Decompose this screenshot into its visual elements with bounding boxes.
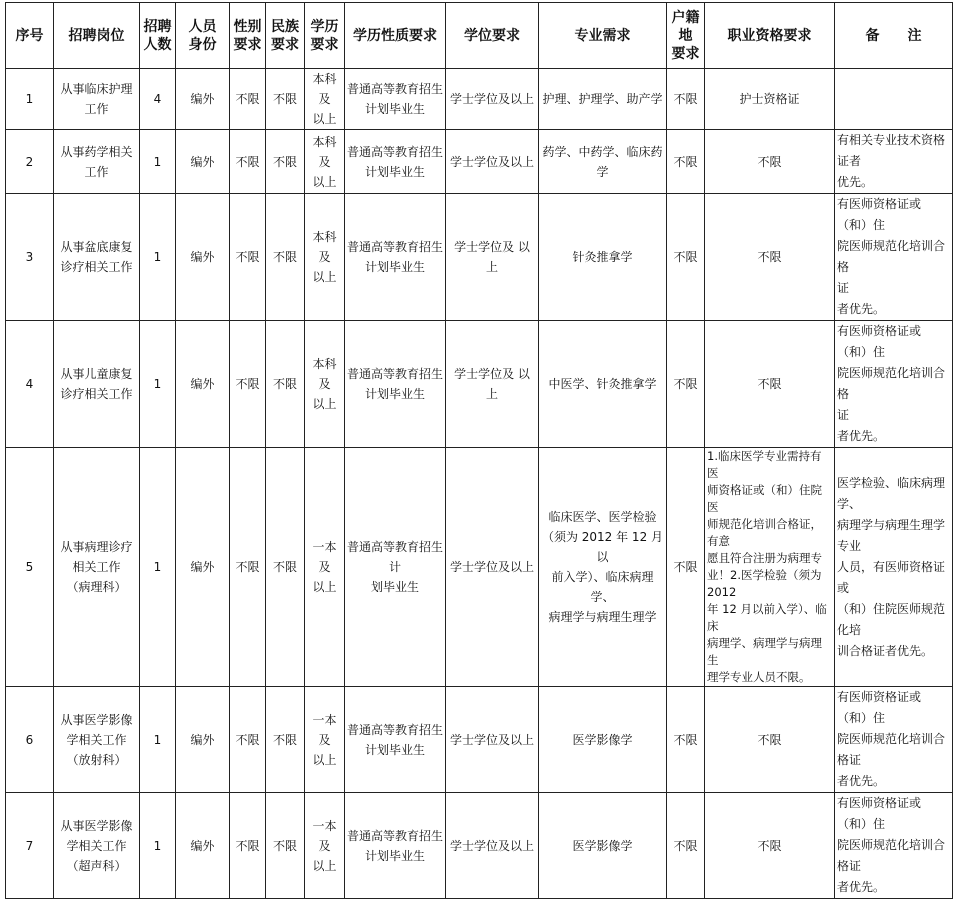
cell-qualification: 不限 [705, 321, 835, 448]
cell-hukou: 不限 [667, 321, 705, 448]
cell-degree: 学士学位及 以 上 [446, 194, 539, 321]
cell-degree: 学士学位及以上 [446, 69, 539, 130]
cell-count: 1 [140, 130, 176, 194]
cell-count: 4 [140, 69, 176, 130]
cell-notes: 医学检验、临床病理学、 病理学与病理生理学专业 人员，有医师资格证或 （和）住院医师规范化培 训合格证者优先。 [835, 448, 953, 687]
cell-notes: 有医师资格证或（和）住 院医师规范化培训合格 证 者优先。 [835, 194, 953, 321]
cell-education: 本科及 以上 [305, 321, 345, 448]
cell-notes: 有医师资格证或（和）住 院医师规范化培训合格 证 者优先。 [835, 321, 953, 448]
cell-hukou: 不限 [667, 687, 705, 793]
cell-position: 从事儿童康复 诊疗相关工作 [54, 321, 140, 448]
cell-degree: 学士学位及以上 [446, 130, 539, 194]
cell-qualification: 不限 [705, 194, 835, 321]
cell-edu-nature: 普通高等教育招生计 划毕业生 [345, 448, 446, 687]
header-major: 专业需求 [539, 3, 667, 69]
header-seq: 序号 [6, 3, 54, 69]
cell-position: 从事病理诊疗 相关工作 （病理科） [54, 448, 140, 687]
cell-seq: 3 [6, 194, 54, 321]
cell-count: 1 [140, 793, 176, 899]
cell-qualification: 不限 [705, 793, 835, 899]
cell-ethnicity: 不限 [266, 687, 305, 793]
cell-education: 一本及 以上 [305, 448, 345, 687]
table-row [6, 69, 953, 130]
cell-identity: 编外 [176, 793, 230, 899]
cell-major: 中医学、针灸推拿学 [539, 321, 667, 448]
cell-major: 临床医学、医学检验 （须为 2012 年 12 月以 前入学）、临床病理学、 病理学与病理生理学 [539, 448, 667, 687]
cell-edu-nature: 普通高等教育招生 计划毕业生 [345, 69, 446, 130]
cell-count: 1 [140, 194, 176, 321]
cell-ethnicity: 不限 [266, 69, 305, 130]
cell-education: 本科及 以上 [305, 69, 345, 130]
cell-edu-nature: 普通高等教育招生 计划毕业生 [345, 194, 446, 321]
cell-notes: 有医师资格证或（和）住 院医师规范化培训合格证 者优先。 [835, 793, 953, 899]
cell-education: 本科及 以上 [305, 194, 345, 321]
cell-position: 从事临床护理 工作 [54, 69, 140, 130]
cell-edu-nature: 普通高等教育招生 计划毕业生 [345, 687, 446, 793]
cell-hukou: 不限 [667, 130, 705, 194]
cell-education: 一本及 以上 [305, 793, 345, 899]
cell-notes [835, 69, 953, 130]
cell-degree: 学士学位及 以 上 [446, 321, 539, 448]
cell-position: 从事医学影像 学相关工作 （放射科） [54, 687, 140, 793]
cell-seq: 2 [6, 130, 54, 194]
cell-edu-nature: 普通高等教育招生 计划毕业生 [345, 130, 446, 194]
table-row [6, 321, 953, 448]
cell-gender: 不限 [230, 69, 266, 130]
header-degree: 学位要求 [446, 3, 539, 69]
cell-qualification: 不限 [705, 687, 835, 793]
cell-gender: 不限 [230, 448, 266, 687]
cell-ethnicity: 不限 [266, 793, 305, 899]
cell-gender: 不限 [230, 321, 266, 448]
cell-edu-nature: 普通高等教育招生 计划毕业生 [345, 321, 446, 448]
cell-ethnicity: 不限 [266, 448, 305, 687]
cell-education: 本科及 以上 [305, 130, 345, 194]
header-hukou: 户籍地 要求 [667, 3, 705, 69]
cell-hukou: 不限 [667, 793, 705, 899]
cell-seq: 7 [6, 793, 54, 899]
cell-qualification: 1.临床医学专业需持有医 师资格证或（和）住院医 师规范化培训合格证，有意 愿且符合注册为病理专 业！2.医学检验（须为 2012 年 12 月以前入学）、临床 病理学、病理学与病理生 理学专业人员不限。 [705, 448, 835, 687]
cell-position: 从事医学影像 学相关工作 （超声科） [54, 793, 140, 899]
recruitment-table [5, 2, 953, 899]
cell-count: 1 [140, 687, 176, 793]
cell-ethnicity: 不限 [266, 130, 305, 194]
cell-qualification: 护士资格证 [705, 69, 835, 130]
cell-seq: 1 [6, 69, 54, 130]
cell-ethnicity: 不限 [266, 321, 305, 448]
cell-gender: 不限 [230, 793, 266, 899]
header-identity: 人员 身份 [176, 3, 230, 69]
cell-hukou: 不限 [667, 69, 705, 130]
cell-notes: 有医师资格证或（和）住 院医师规范化培训合格证 者优先。 [835, 687, 953, 793]
cell-notes: 有相关专业技术资格证者 优先。 [835, 130, 953, 194]
cell-major: 护理、护理学、助产学 [539, 69, 667, 130]
cell-edu-nature: 普通高等教育招生 计划毕业生 [345, 793, 446, 899]
table-row [6, 130, 953, 194]
table-row [6, 194, 953, 321]
cell-seq: 6 [6, 687, 54, 793]
header-edu-nature: 学历性质要求 [345, 3, 446, 69]
cell-gender: 不限 [230, 130, 266, 194]
header-count: 招聘 人数 [140, 3, 176, 69]
cell-seq: 4 [6, 321, 54, 448]
cell-major: 医学影像学 [539, 687, 667, 793]
cell-major: 针灸推拿学 [539, 194, 667, 321]
header-notes: 备 注 [835, 3, 953, 69]
cell-major: 药学、中药学、临床药 学 [539, 130, 667, 194]
cell-education: 一本及 以上 [305, 687, 345, 793]
header-ethnicity: 民族 要求 [266, 3, 305, 69]
cell-position: 从事盆底康复 诊疗相关工作 [54, 194, 140, 321]
cell-identity: 编外 [176, 687, 230, 793]
cell-identity: 编外 [176, 321, 230, 448]
header-row [6, 3, 953, 69]
cell-identity: 编外 [176, 69, 230, 130]
cell-gender: 不限 [230, 194, 266, 321]
cell-gender: 不限 [230, 687, 266, 793]
header-education: 学历 要求 [305, 3, 345, 69]
cell-degree: 学士学位及以上 [446, 793, 539, 899]
cell-degree: 学士学位及以上 [446, 448, 539, 687]
cell-hukou: 不限 [667, 194, 705, 321]
header-position: 招聘岗位 [54, 3, 140, 69]
cell-ethnicity: 不限 [266, 194, 305, 321]
cell-qualification: 不限 [705, 130, 835, 194]
cell-identity: 编外 [176, 130, 230, 194]
cell-major: 医学影像学 [539, 793, 667, 899]
cell-position: 从事药学相关 工作 [54, 130, 140, 194]
cell-count: 1 [140, 321, 176, 448]
table-row [6, 793, 953, 899]
header-qualification: 职业资格要求 [705, 3, 835, 69]
cell-count: 1 [140, 448, 176, 687]
table-row [6, 448, 953, 687]
header-gender: 性别 要求 [230, 3, 266, 69]
table-row [6, 687, 953, 793]
cell-identity: 编外 [176, 194, 230, 321]
cell-hukou: 不限 [667, 448, 705, 687]
cell-identity: 编外 [176, 448, 230, 687]
cell-seq: 5 [6, 448, 54, 687]
cell-degree: 学士学位及以上 [446, 687, 539, 793]
